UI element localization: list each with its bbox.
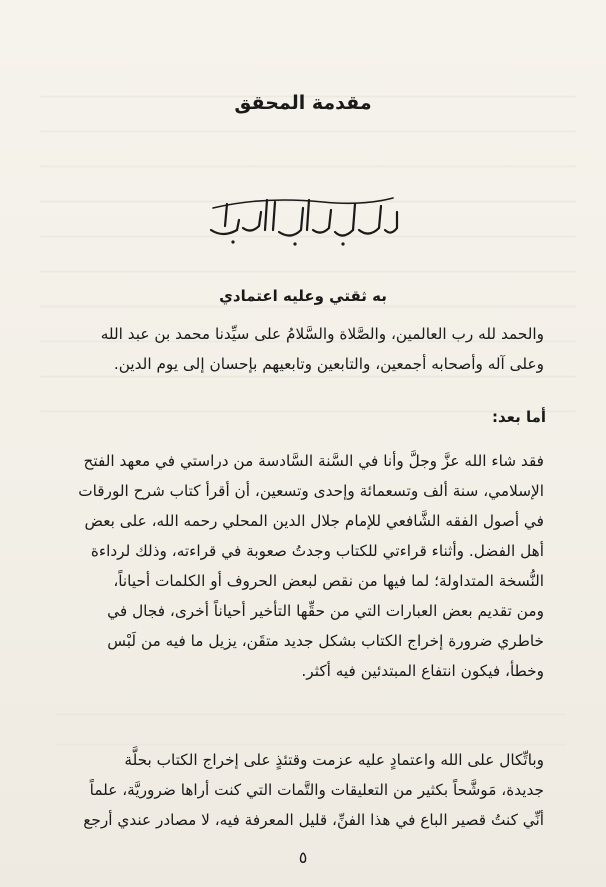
text-line: فقد شاء الله عزَّ وجلَّ وأنا في السَّنة السَّادسة من دراستي في معهد الفتح [83,452,544,470]
text-line: وخطأ، فيكون انتفاع المبتدئين فيه أكثر. [301,662,544,680]
basmala-calligraphy [203,190,403,250]
page-title: مقدمة المحقق [234,92,372,114]
text-line: جديدة، مَوشَّحاً بكثير من التعليقات والتَّمات التي كنت أراها ضروريَّة، علماً [89,781,544,799]
text-line: الإسلامي، سنة ألف وتسعمائة وإحدى وتسعين، أن أقرأ كتاب شرح الورقات [78,482,544,500]
paragraph-story [60,446,544,686]
subtitle: به ثقتي وعليه اعتمادي [219,287,387,305]
text-line: النُّسخة المتداولة؛ لما فيها من نقص لبعض الحروف أو الكلمات أحياناً، [113,572,544,590]
text-line: خاطري ضرورة إخراج الكتاب بشكل جديد متقَن، يزيل ما فيه من لَبْس [107,632,544,650]
text-line: والحمد لله رب العالمين، والصَّلاة والسَّلامُ على سيِّدنا محمد بن عبد الله [100,325,544,343]
section-heading: أما بعد: [491,408,546,426]
text-line: أنِّي كنتُ قصير الباع في هذا الفنِّ، قليل المعرفة فيه، لا مصادر عندي أرجع [83,811,544,829]
text-line: في أصول الفقه الشَّافعي للإمام جلال الدين المحلي رحمه الله، على بعض [84,512,544,530]
text-line: وعلى آله وأصحابه أجمعين، والتابعين وتابعيهم بإحسان إلى يوم الدين. [113,355,544,373]
text-line: ومن تقديم بعض العبارات التي من حقِّها التأخير أحياناً أخرى، فجال في [107,602,544,620]
paragraph-intent [60,745,544,835]
bleed-through-text-lower [55,690,566,750]
text-line: وباتِّكال على الله واعتمادٍ عليه عزمت وقتئذٍ على إخراج الكتاب بحلَّة [124,751,544,769]
paragraph-praise [60,319,544,379]
text-line: أهل الفضل. وأثناء قراءتي للكتاب وجدتُ صعوبة في قراءته، وذلك لرداءة [90,542,544,560]
page-number: ٥ [298,848,308,867]
